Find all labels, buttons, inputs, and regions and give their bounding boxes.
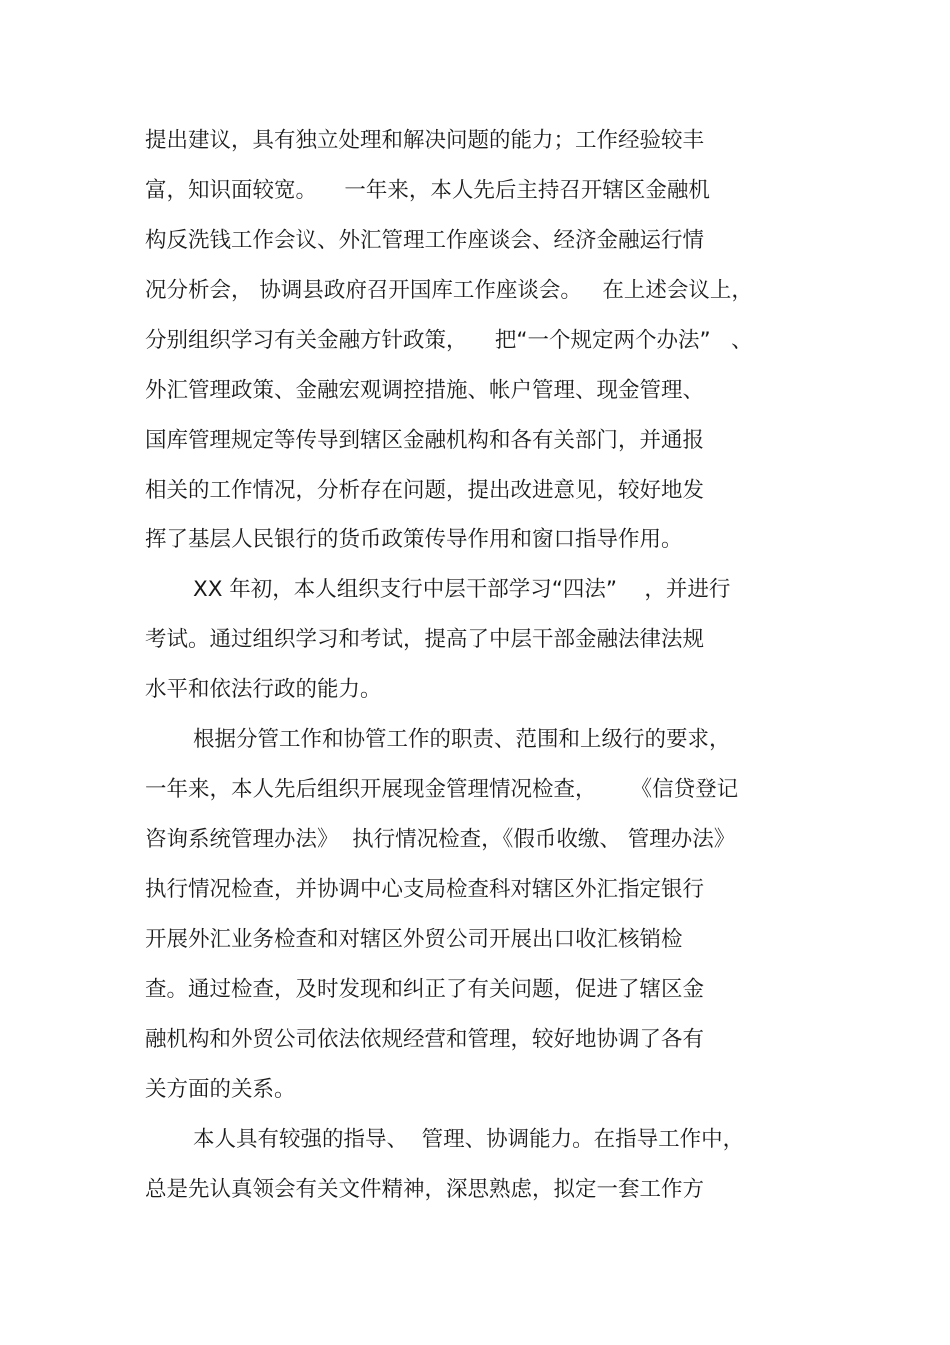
text-line: 国库管理规定等传导到辖区金融机构和各有关部门，并通报 bbox=[145, 428, 705, 453]
text-line: 相关的工作情况，分析存在问题，提出改进意见，较好地发 bbox=[145, 478, 705, 503]
text-line: 执行情况检查，并协调中心支局检查科对辖区外汇指定银行 bbox=[145, 877, 705, 902]
text-line: 富，知识面较宽。 一年来，本人先后主持召开辖区金融机 bbox=[145, 178, 710, 203]
text-line: 分别组织学习有关金融方针政策， 把“一个规定两个办法” 、 bbox=[145, 328, 753, 353]
text-line: 提出建议，具有独立处理和解决问题的能力；工作经验较丰 bbox=[145, 128, 705, 153]
text-line: 考试。通过组织学习和考试，提高了中层干部金融法律法规 bbox=[145, 627, 705, 652]
text-line: 总是先认真领会有关文件精神，深思熟虑，拟定一套工作方 bbox=[145, 1177, 705, 1202]
text-line: 一年来，本人先后组织开展现金管理情况检查， 《信贷登记 bbox=[145, 777, 739, 802]
text-line: 咨询系统管理办法》 执行情况检查，《假币收缴、 管理办法》 bbox=[145, 827, 736, 852]
text-line: 关方面的关系。 bbox=[145, 1077, 296, 1102]
text-line: 查。通过检查，及时发现和纠正了有关问题，促进了辖区金 bbox=[145, 977, 705, 1002]
paragraph-first-line: XX 年初，本人组织支行中层干部学习“四法” ，并进行 bbox=[193, 577, 731, 602]
text-line: 水平和依法行政的能力。 bbox=[145, 677, 382, 702]
text-line: 挥了基层人民银行的货币政策传导作用和窗口指导作用。 bbox=[145, 527, 683, 552]
paragraph-first-line: 根据分管工作和协管工作的职责、范围和上级行的要求， bbox=[193, 727, 731, 752]
text-line: 外汇管理政策、金融宏观调控措施、帐户管理、现金管理、 bbox=[145, 378, 705, 403]
text-line: 构反洗钱工作会议、外汇管理工作座谈会、经济金融运行情 bbox=[145, 228, 705, 253]
text-line: 况分析会， 协调县政府召开国库工作座谈会。 在上述会议上， bbox=[145, 278, 753, 303]
text-line: 融机构和外贸公司依法依规经营和管理，较好地协调了各有 bbox=[145, 1027, 705, 1052]
text-line: 开展外汇业务检查和对辖区外贸公司开展出口收汇核销检 bbox=[145, 927, 683, 952]
paragraph-first-line: 本人具有较强的指导、 管理、协调能力。在指导工作中， bbox=[193, 1127, 745, 1152]
